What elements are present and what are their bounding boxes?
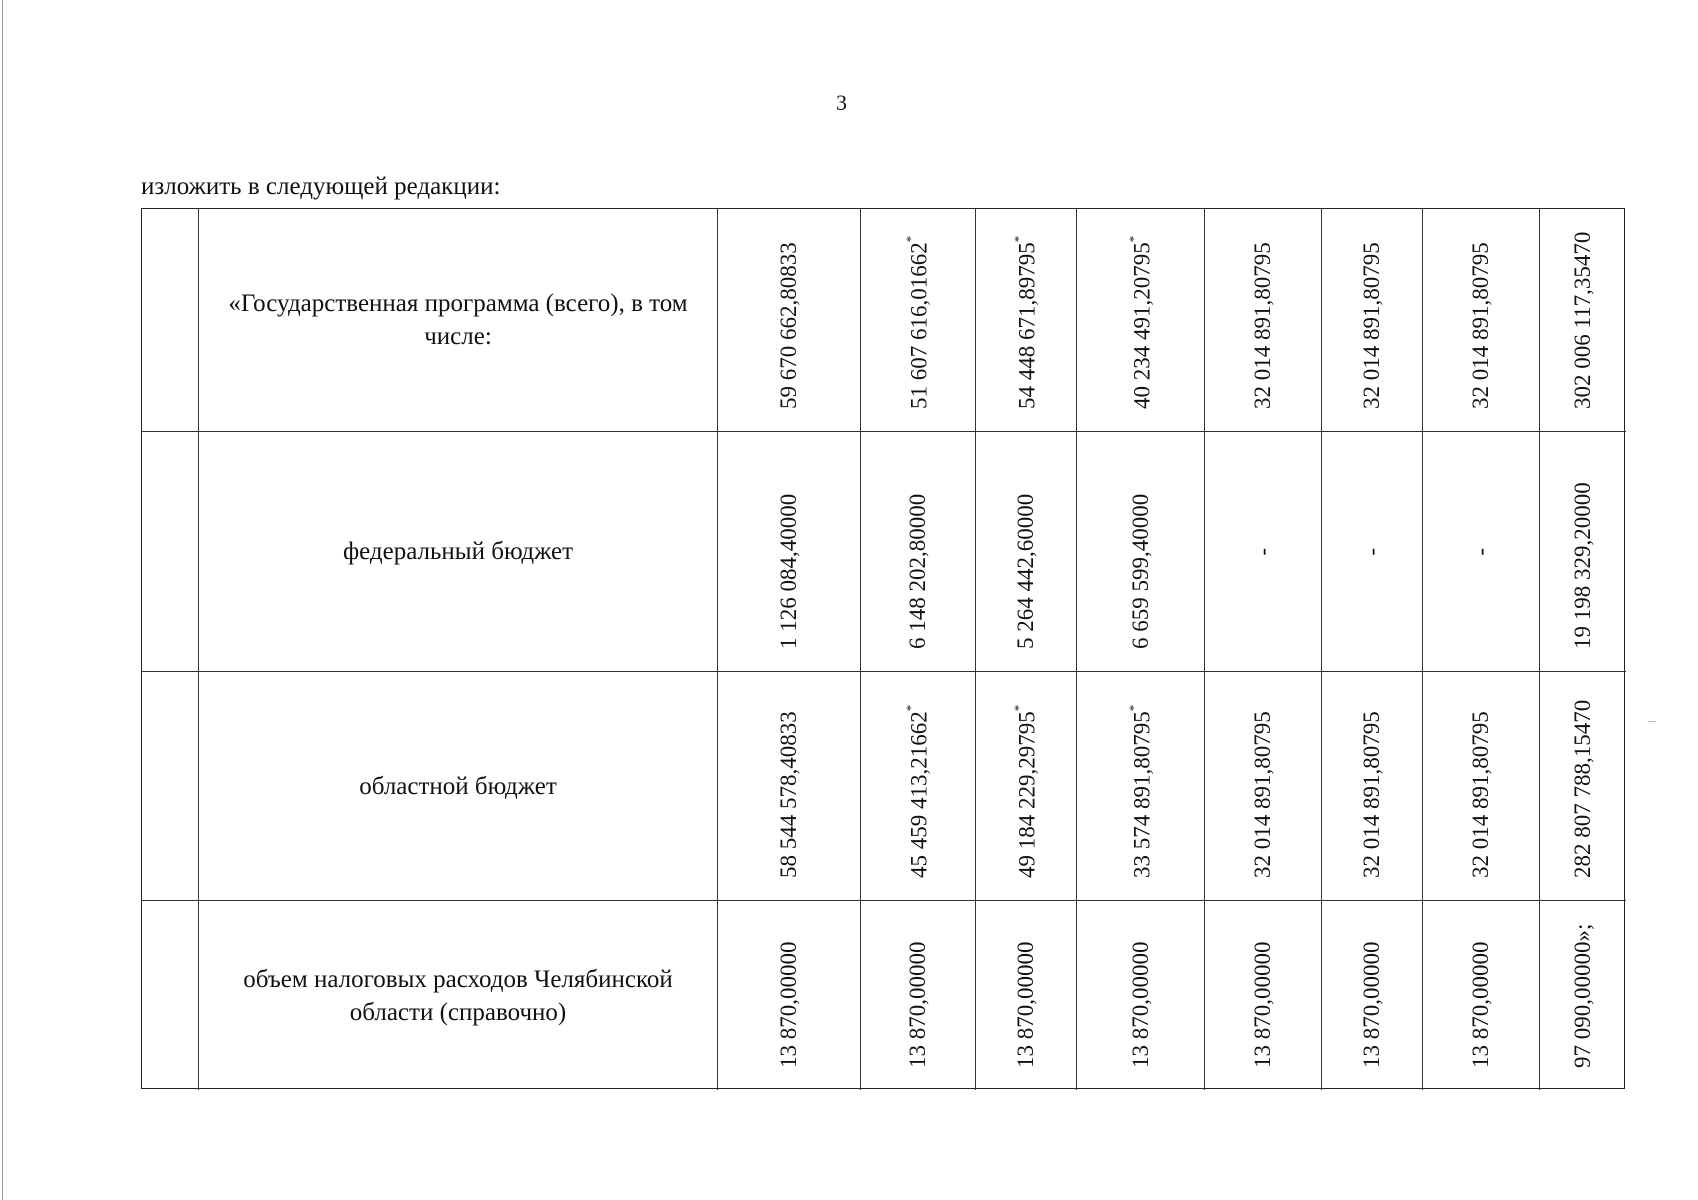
- value-text: [1468, 923, 1494, 1068]
- scan-speck: [1648, 721, 1656, 722]
- value-number: 49 184 229,29795: [1014, 711, 1040, 878]
- value-cell: [1322, 901, 1423, 1090]
- footnote-asterisk: *: [1125, 704, 1141, 712]
- row-number-cell: [142, 209, 199, 432]
- value-number: 51 607 616,01662: [906, 242, 932, 409]
- value-text: [1250, 231, 1276, 409]
- value-text: [1359, 923, 1385, 1068]
- value-number: 45 459 413,21662: [906, 711, 932, 878]
- value-number: 33 574 891,80795: [1129, 711, 1155, 878]
- value-cell: [976, 432, 1077, 672]
- value-cell: [1205, 209, 1322, 432]
- value-number: 32 014 891,80795: [1468, 711, 1493, 878]
- value-number: 59 670 662,80833: [776, 242, 801, 409]
- value-text: [1570, 694, 1596, 878]
- row-label-cell: [199, 432, 718, 672]
- value-number: 32 014 891,80795: [1359, 711, 1384, 878]
- value-cell: [1423, 672, 1540, 901]
- value-number: 1 126 084,40000: [776, 493, 801, 649]
- value-cell: [861, 209, 976, 432]
- footnote-asterisk: *: [1125, 235, 1141, 243]
- value-text: [1128, 923, 1154, 1068]
- value-number: 6 148 202,80000: [905, 493, 930, 649]
- value-text: [1359, 548, 1385, 556]
- value-text: [1570, 923, 1596, 1068]
- value-text: [776, 694, 802, 878]
- value-number: 6 659 599,40000: [1127, 493, 1153, 649]
- footnote-asterisk: *: [903, 704, 919, 712]
- value-text: [776, 231, 802, 409]
- intro-text: изложить в следующей редакции:: [141, 173, 501, 200]
- budget-table: [141, 208, 1625, 1089]
- value-text: [1013, 923, 1039, 1068]
- value-cell: [976, 901, 1077, 1090]
- value-number: 302 006 117,35470: [1570, 231, 1595, 409]
- value-cell: [1322, 432, 1423, 672]
- value-cell: [1540, 209, 1626, 432]
- page-number: 3: [836, 90, 847, 115]
- footnote-asterisk: *: [1011, 235, 1027, 243]
- value-text: [1250, 548, 1276, 556]
- value-text: [1126, 231, 1156, 409]
- value-text: [776, 923, 802, 1068]
- value-cell: [976, 672, 1077, 901]
- value-cell: [1540, 672, 1626, 901]
- value-text: [1570, 454, 1596, 649]
- value-text: [1126, 694, 1156, 878]
- value-cell: [1322, 672, 1423, 901]
- value-cell: [861, 901, 976, 1090]
- value-number: 58 544 578,40833: [776, 711, 801, 878]
- value-number: 32 014 891,80795: [1468, 242, 1493, 409]
- value-cell: [718, 901, 861, 1090]
- value-number: 13 870,00000: [1359, 941, 1384, 1068]
- value-cell: [1205, 432, 1322, 672]
- footnote-asterisk: *: [903, 235, 919, 243]
- value-cell: [1423, 432, 1540, 672]
- row-label-cell: [199, 901, 718, 1090]
- row-number-cell: [142, 901, 199, 1090]
- row-label-cell: [199, 672, 718, 901]
- value-number: 54 448 671,89795: [1014, 242, 1040, 409]
- value-text: [1359, 694, 1385, 878]
- value-number: 13 870,00000: [1250, 941, 1275, 1068]
- value-text: [1250, 923, 1276, 1068]
- value-cell: [1077, 901, 1205, 1090]
- value-cell: [1423, 209, 1540, 432]
- value-cell: [1205, 672, 1322, 901]
- value-number: 97 090,00000»;: [1570, 923, 1595, 1068]
- value-text: [1128, 454, 1154, 649]
- value-text: [1359, 231, 1385, 409]
- value-cell: [1077, 209, 1205, 432]
- value-cell: [1077, 672, 1205, 901]
- scan-edge-line: [2, 0, 3, 1200]
- footnote-asterisk: *: [1011, 704, 1027, 712]
- row-number-cell: [142, 432, 199, 672]
- row-label: «Государственная программа (всего), в том числе:: [228, 290, 688, 350]
- value-text: [1250, 694, 1276, 878]
- value-cell: [1205, 901, 1322, 1090]
- value-cell: [1540, 901, 1626, 1090]
- value-text: [905, 923, 931, 1068]
- value-number: -: [1359, 547, 1384, 556]
- row-label-cell: [199, 209, 718, 432]
- value-number: -: [1250, 547, 1275, 556]
- value-cell: [718, 672, 861, 901]
- value-text: [776, 454, 802, 649]
- row-label: областной бюджет: [359, 772, 557, 800]
- value-text: [1011, 694, 1041, 878]
- value-cell: [861, 672, 976, 901]
- value-number: 13 870,00000: [1013, 941, 1038, 1068]
- value-cell: [1540, 432, 1626, 672]
- value-number: 13 870,00000: [776, 941, 801, 1068]
- value-text: [1011, 231, 1041, 409]
- value-text: [903, 231, 933, 409]
- value-cell: [976, 209, 1077, 432]
- row-label: объем налоговых расходов Челябинской области (справочно): [243, 965, 673, 1026]
- value-cell: [718, 432, 861, 672]
- value-number: 5 264 442,60000: [1013, 493, 1038, 649]
- value-number: 19 198 329,20000: [1570, 482, 1595, 649]
- value-text: [903, 694, 933, 878]
- value-text: [1468, 548, 1494, 556]
- value-number: 13 870,00000: [1468, 941, 1493, 1068]
- value-number: 32 014 891,80795: [1359, 242, 1384, 409]
- value-text: [1013, 454, 1039, 649]
- value-text: [905, 454, 931, 649]
- value-number: 13 870,00000: [905, 941, 930, 1068]
- value-cell: [1077, 432, 1205, 672]
- value-number: 282 807 788,15470: [1570, 699, 1595, 878]
- value-number: 32 014 891,80795: [1250, 711, 1275, 878]
- value-number: 32 014 891,80795: [1250, 242, 1275, 409]
- row-label: федеральный бюджет: [342, 538, 574, 565]
- value-text: [1468, 694, 1494, 878]
- row-number-cell: [142, 672, 199, 901]
- value-cell: [1423, 901, 1540, 1090]
- value-cell: [718, 209, 861, 432]
- value-text: [1468, 231, 1494, 409]
- value-number: -: [1468, 547, 1493, 556]
- value-cell: [861, 432, 976, 672]
- value-number: 13 870,00000: [1127, 941, 1153, 1068]
- value-number: 40 234 491,20795: [1129, 242, 1155, 409]
- value-cell: [1322, 209, 1423, 432]
- value-text: [1570, 231, 1596, 409]
